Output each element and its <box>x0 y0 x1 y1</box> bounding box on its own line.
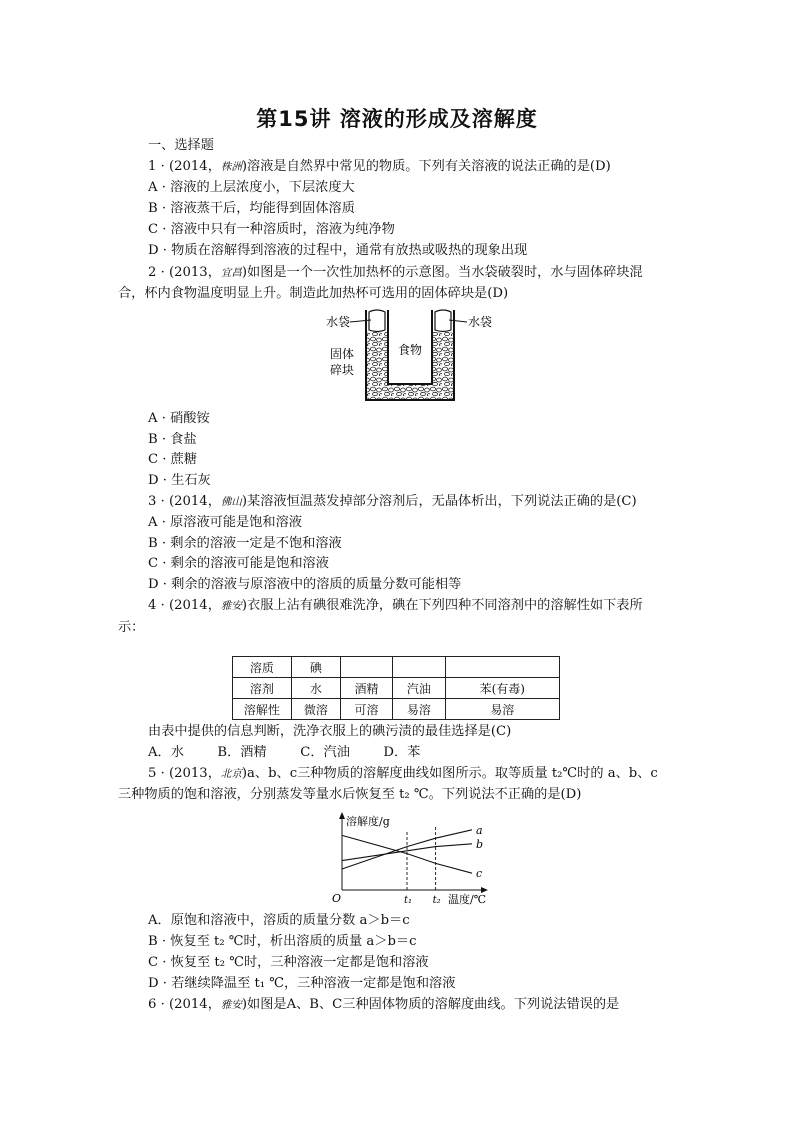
section-heading: 一、选择题 <box>148 138 214 153</box>
x-axis-label: 温度/℃ <box>448 893 487 906</box>
source-tag: 株洲 <box>220 161 242 173</box>
table-cell: 易溶 <box>393 699 445 720</box>
question-1-option-d: D · 物质在溶解得到溶液的过程中，通常有放热或吸热的现象出现 <box>148 243 528 258</box>
source-tag: 宜昌 <box>220 267 242 279</box>
question-4-stem-cont: 示： <box>118 620 145 635</box>
label-food: 食物 <box>398 343 423 357</box>
table-cell: 易溶 <box>445 699 559 720</box>
question-5-option-d: D · 若继续降温至 t₁ ℃，三种溶液一定都是饱和溶液 <box>148 976 456 991</box>
label-fragments: 碎块 <box>330 363 355 377</box>
question-3-option-d: D · 剩余的溶液与原溶液中的溶质的质量分数可能相等 <box>148 577 462 592</box>
tick-label-t1: t₁ <box>404 895 413 906</box>
table-cell: 可溶 <box>340 699 392 720</box>
table-cell: 微溶 <box>291 699 340 720</box>
source-tag: 雅安 <box>220 999 242 1011</box>
source-tag: 北京 <box>220 768 242 780</box>
table-cell: 溶质 <box>233 657 292 678</box>
label-bag-left: 水袋 <box>326 315 351 329</box>
question-1-option-c: C · 溶液中只有一种溶质时，溶液为纯净物 <box>148 222 395 237</box>
question-6-stem: 6 · (2014，雅安)如图是A、B、C三种固体物质的溶解度曲线。下列说法错误的是 <box>148 997 620 1012</box>
y-axis-arrow <box>339 812 345 819</box>
table-row <box>233 678 560 699</box>
question-3-option-c: C · 剩余的溶液可能是饱和溶液 <box>148 556 329 571</box>
series-label-c: c <box>476 867 483 881</box>
table-row <box>233 699 560 720</box>
question-5-option-b: B · 恢复至 t₂ ℃时，析出溶质的质量 a＞b＝c <box>148 934 417 949</box>
source-tag: 雅安 <box>220 600 242 612</box>
table-cell <box>340 657 392 678</box>
question-2-option-b: B · 食盐 <box>148 432 197 447</box>
question-1-option-b: B · 溶液蒸干后，均能得到固体溶质 <box>148 201 355 216</box>
label-bag-right: 水袋 <box>468 315 493 329</box>
question-3-option-a: A · 原溶液可能是饱和溶液 <box>148 515 302 530</box>
question-5-option-a: A．原饱和溶液中，溶质的质量分数 a＞b＝c <box>148 913 410 928</box>
solubility-table <box>232 656 560 720</box>
question-2-stem-cont: 合，杯内食物温度明显上升。制造此加热杯可选用的固体碎块是(D) <box>118 286 509 301</box>
y-axis-label: 溶解度/g <box>346 815 390 828</box>
table-cell: 溶剂 <box>233 678 292 699</box>
question-1-stem: 1 · (2014，株洲)溶液是自然界中常见的物质。下列有关溶液的说法正确的是(D) <box>148 159 611 174</box>
question-1-option-a: A · 溶液的上层浓度小，下层浓度大 <box>148 180 355 195</box>
origin-label: O <box>332 892 342 905</box>
series-layer <box>342 824 483 880</box>
label-solid: 固体 <box>330 347 355 361</box>
question-2-option-a: A · 硝酸铵 <box>148 411 210 426</box>
question-2-option-c: C · 蔗糖 <box>148 452 198 467</box>
table-cell: 汽油 <box>393 678 445 699</box>
page-title: 第15讲 溶液的形成及溶解度 <box>256 107 538 131</box>
tick-label-t2: t₂ <box>432 895 441 906</box>
table-cell: 碘 <box>291 657 340 678</box>
question-4-followup: 由表中提供的信息判断，洗净衣服上的碘污渍的最佳选择是(C) <box>148 724 512 739</box>
table-cell <box>445 657 559 678</box>
solubility-curve-chart <box>326 810 494 906</box>
table-cell: 苯(有毒) <box>445 678 559 699</box>
series-label-a: a <box>476 823 483 837</box>
question-4-stem: 4 · (2014，雅安)衣服上沾有碘很难洗净，碘在下列四种不同溶剂中的溶解性如下表所 <box>148 598 643 613</box>
question-3-option-b: B · 剩余的溶液一定是不饱和溶液 <box>148 536 342 551</box>
question-5-stem: 5 · (2013，北京)a、b、c三种物质的溶解度曲线如图所示。取等质量 t₂℃时的 a、b、c <box>148 766 658 781</box>
source-tag: 佛山 <box>220 496 242 508</box>
question-5-option-c: C · 恢复至 t₂ ℃时，三种溶液一定都是饱和溶液 <box>148 955 429 970</box>
question-2-option-d: D · 生石灰 <box>148 473 211 488</box>
question-3-stem: 3 · (2014，佛山)某溶液恒温蒸发掉部分溶剂后，无晶体析出，下列说法正确的是(C) <box>148 494 637 509</box>
question-4-options: A．水 B．酒精 C．汽油 D．苯 <box>148 745 421 760</box>
table-cell: 酒精 <box>340 678 392 699</box>
table-cell: 水 <box>291 678 340 699</box>
series-label-b: b <box>476 837 484 851</box>
heating-cup-figure <box>322 306 502 406</box>
question-2-stem: 2 · (2013，宜昌)如图是一个一次性加热杯的示意图。当水袋破裂时，水与固体碎块混 <box>148 265 643 280</box>
table-row <box>233 657 560 678</box>
table-cell <box>393 657 445 678</box>
question-5-stem-cont: 三种物质的饱和溶液，分别蒸发等量水后恢复至 t₂ ℃。下列说法不正确的是(D) <box>118 787 582 802</box>
water-bag-left <box>369 310 385 332</box>
water-bag-right <box>435 310 451 332</box>
table-cell: 溶解性 <box>233 699 292 720</box>
